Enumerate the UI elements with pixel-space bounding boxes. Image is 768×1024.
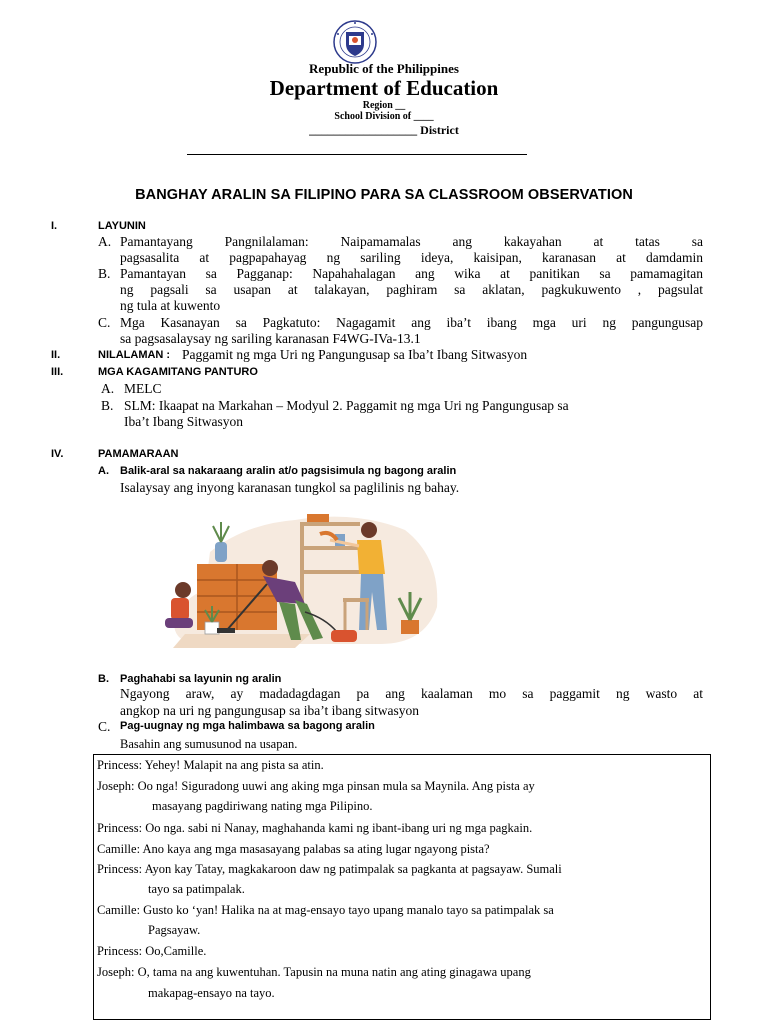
section-2-text: Paggamit ng mga Uri ng Pangungusap sa Iba’t Ibang Sitwasyon [182,347,528,362]
section-1-b-line3: ng tula at kuwento [120,298,221,313]
dialogue-line: Camille: Ano kaya ang mga masasayang palabas sa ating lugar ngayong pista? [97,842,490,856]
section-4-b-title: Paghahabi sa layunin ng aralin [120,673,282,685]
section-4-b-letter: B. [98,673,109,685]
section-3-a-text: MELC [124,381,162,396]
section-3-title: MGA KAGAMITANG PANTURO [98,366,258,378]
section-3-a-letter: A. [101,381,115,396]
section-3-b-line1: SLM: Ikaapat na Markahan – Modyul 2. Paggamit ng mga Uri ng Pangungusap sa [124,398,569,413]
header-divider [187,154,527,155]
republic-heading: Republic of the Philippines [309,61,459,76]
section-4-c-text: Basahin ang sumusunod na usapan. [120,737,298,751]
dialogue-line: tayo sa patimpalak. [148,882,245,896]
section-4-title: PAMAMARAAN [98,448,179,460]
section-2-number: II. [51,349,61,361]
section-2-title: NILALAMAN : [98,349,171,361]
section-4-a-text: Isalaysay ang inyong karanasan tungkol sa paglilinis ng bahay. [120,480,460,495]
dialogue-line: Princess: Yehey! Malapit na ang pista sa atin. [97,758,324,772]
dialogue-line: masayang pagdiriwang nating mga Pilipino. [152,799,373,813]
dialogue-line: Camille: Gusto ko ‘yan! Halika na at mag-ensayo tayo upang manalo tayo sa patimpalak sa [97,903,554,917]
section-1-c-letter: C. [98,315,111,330]
section-1-a-letter: A. [98,234,112,249]
dialogue-line: Joseph: Oo nga! Siguradong uuwi ang aking mga pinsan mula sa Maynila. Ang pista ay [97,779,535,793]
document-title: BANGHAY ARALIN SA FILIPINO PARA SA CLASSROOM OBSERVATION [135,187,633,203]
section-4-number: IV. [51,448,64,460]
department-heading: Department of Education [269,76,499,100]
dialogue-line: Pagsayaw. [148,923,201,937]
section-3-number: III. [51,366,64,378]
section-4-a-title: Balik-aral sa nakaraang aralin at/o pagsisimula ng bagong aralin [120,465,457,477]
dialogue-line: Princess: Ayon kay Tatay, magkakaroon daw ng patimpalak sa pagkanta at pagsayaw. Sumali [97,862,562,876]
dialogue-line: Princess: Oo nga. sabi ni Nanay, maghahanda kami ng ibant-ibang uri ng mga pagkain. [97,821,533,835]
section-1-title: LAYUNIN [98,220,146,232]
section-1-b-line2: ng pagsali sa usapan at talakayan, paghiram sa aklatan, pagkukuwento , pagsulat [120,282,703,297]
section-1-c-line1: Mga Kasanayan sa Pagkatuto: Nagagamit ang iba’t ibang mga uri ng pangungusap [120,315,703,330]
division-line: School Division of ____ [334,111,434,122]
section-1-b-letter: B. [98,266,111,281]
section-1-c-line2: sa pagsasalaysay ng sariling karanasan F4WG-IVa-13.1 [120,331,421,346]
deped-seal [330,20,380,64]
dialogue-line: Princess: Oo,Camille. [97,944,207,958]
section-4-c-letter: C. [98,719,111,734]
section-1-b-line1: Pamantayan sa Pagganap: Napahahalagan ang wika at panitikan sa pamamagitan [120,266,703,281]
section-4-a-letter: A. [98,465,109,477]
cleaning-illustration [155,512,445,652]
section-1-number: I. [51,220,58,232]
dialogue-line: Joseph: O, tama na ang kuwentuhan. Tapusin na muna natin ang ating ginagawa upang [97,965,531,979]
section-1-a-line2: pagsasalita at pagpapahayag ng sariling ideya, kaisipan, karanasan at damdamin [120,250,703,265]
dialogue-line: makapag-ensayo na tayo. [148,986,275,1000]
section-3-b-letter: B. [101,398,114,413]
section-4-b-line1: Ngayong araw, ay madadagdagan pa ang kaalaman mo sa paggamit ng wasto at [120,686,703,701]
section-4-b-line2: angkop na uri ng pangungusap sa iba’t ibang sitwasyon [120,703,419,718]
section-3-b-line2: Iba’t Ibang Sitwasyon [124,414,243,429]
section-4-c-title: Pag-uugnay ng mga halimbawa sa bagong aralin [120,720,375,732]
district-line: __________________ District [309,123,459,137]
section-1-a-line1: Pamantayang Pangnilalaman: Naipamamalas ang kakayahan at tatas sa [120,234,703,249]
region-line: Region __ [362,100,406,111]
